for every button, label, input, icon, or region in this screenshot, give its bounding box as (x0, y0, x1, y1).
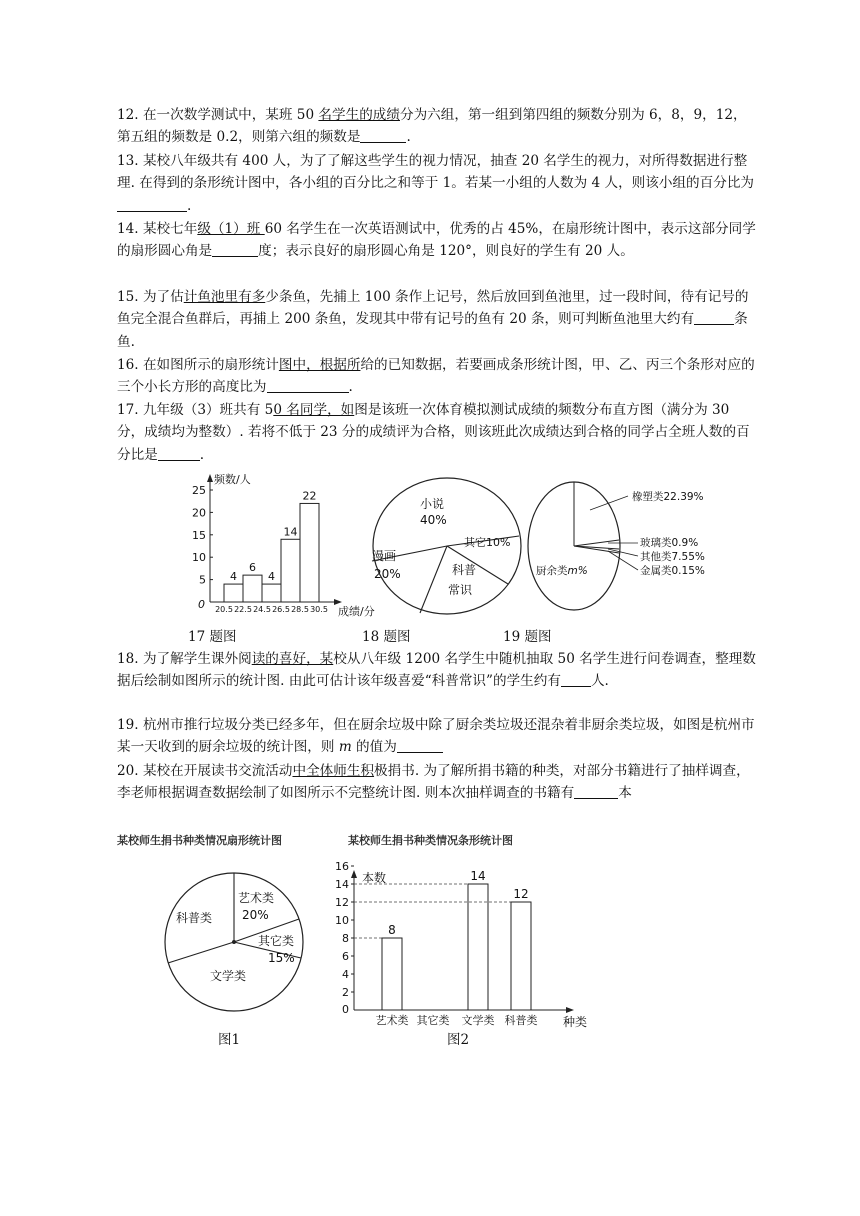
fig20-ytick-label: 6 (342, 950, 349, 963)
fig18-label-science2: 常识 (448, 583, 473, 597)
fig17-bar (243, 575, 262, 602)
answer-blank (212, 242, 258, 257)
fig17-xtick-label: 30.5 (310, 605, 328, 614)
fig20-bar (382, 938, 402, 1010)
fig20-bar-plot (335, 860, 574, 1027)
fig17-bar-label: 6 (249, 561, 256, 575)
fig20-label-science: 科普类 (176, 911, 213, 925)
caption-fig17: 17 题图 (188, 629, 237, 645)
question-18: 18. 为了解学生课外阅读的喜好，某校从八年级 1200 名学生中随机抽取 50 名学生进行问卷调查，整理数据后绘制如图所示的统计图. 由此可估计该年级喜爱“科普常识”的学生约有 人. (117, 651, 756, 690)
fig20-category-label: 艺术类 (375, 1014, 409, 1027)
fig17-bar (300, 503, 319, 602)
fig17-histogram (188, 470, 388, 620)
caption-fig18: 18 题图 (362, 629, 411, 645)
fig17-ylabel: 频数/人 (214, 473, 251, 486)
question-15: 15. 为了估计鱼池里有多少条鱼，先捕上 100 条作上记号，然后放回到鱼池里，过一段时间，待有记号的鱼完全混合鱼群后，再捕上 200 条鱼，发现其中带有记号的鱼有 20 条，则可判断鱼池里大约有 条鱼. (117, 289, 749, 350)
fig20-category-label: 文学类 (461, 1014, 495, 1027)
fig18-label-comic: 漫画 (372, 549, 397, 563)
fig17-xtick-label: 28.5 (291, 605, 309, 614)
fig19-leader (608, 549, 638, 556)
fig17-ytick-label: 25 (192, 484, 206, 497)
fig20-bar (468, 884, 488, 1010)
caption-fig1: 图1 (218, 1032, 241, 1048)
answer-blank (117, 197, 187, 212)
fig18-label-novel-pct: 40% (420, 513, 447, 527)
question-13: 13. 某校八年级共有 400 人，为了了解这些学生的视力情况，抽查 20 名学生的视力，对所得数据进行整理. 在得到的条形统计图中，各小组的百分比之和等于 1。若某一小组的人数为 4 人，则该小组的百分比为. (117, 153, 755, 214)
answer-blank (561, 672, 591, 687)
answer-blank (360, 128, 406, 143)
fig17-y-arrow (207, 474, 213, 482)
fig19-label-rubber: 橡塑类22.39% (632, 491, 704, 503)
fig17-ytick-label: 10 (192, 551, 206, 565)
fig20-pie-center (232, 940, 236, 944)
fig17-xlabel: 成绩/分 (338, 605, 375, 618)
fig20-pie-title: 某校师生捐书种类情况扇形统计图 (117, 834, 282, 847)
fig20-ytick-label: 12 (335, 896, 349, 909)
fig20-bar-label: 14 (470, 869, 486, 883)
answer-blank (267, 378, 349, 393)
fig18-label-science: 科普 (452, 563, 477, 577)
answer-blank (397, 738, 443, 753)
fig17-bar (281, 539, 300, 602)
question-17: 17. 九年级（3）班共有 50 名同学，如图是该班一次体育模拟测试成绩的频数分布直方图（满分为 30 分，成绩均为整数）. 若将不低于 23 分的成绩评为合格，则该班此次成绩达到合格的同学占全班人数的百分比是 . (117, 402, 750, 463)
fig20-pie-chart (160, 862, 310, 1012)
fig20-bar-label: 12 (513, 887, 529, 901)
fig17-origin: 0 (198, 598, 205, 611)
fig18-label-comic-pct: 20% (374, 567, 401, 581)
fig20-bar-title: 某校师生捐书种类情况条形统计图 (348, 834, 513, 847)
fig20-pie-divider (168, 942, 234, 963)
fig20-label-art: 艺术类 (238, 891, 275, 905)
answer-blank (574, 784, 618, 799)
fig20-category-label: 科普类 (504, 1014, 538, 1027)
fig20-label-other-pct: 15% (268, 951, 295, 965)
question-16: 16. 在如图所示的扇形统计图中，根据所给的已知数据，若要画成条形统计图，甲、乙、丙三个条形对应的三个小长方形的高度比为 . (117, 357, 755, 396)
question-14: 14. 某校七年级（1）班 60 名学生在一次英语测试中，优秀的占 45%，在扇形统计图中，表示这部分同学的扇形圆心角是 度；表示良好的扇形圆心角是 120°，则良好的学生有 20 人。 (117, 221, 756, 260)
fig20-ytick-label: 4 (342, 968, 349, 981)
fig18-label-other: 其它10% (464, 536, 511, 549)
caption-fig19: 19 题图 (503, 629, 552, 645)
fig20-origin: 0 (342, 1003, 349, 1016)
fig20-bar (511, 902, 531, 1010)
fig18-divider (420, 546, 447, 613)
caption-fig2: 图2 (447, 1032, 470, 1048)
fig19-label-glass: 玻璃类0.9% (640, 537, 699, 549)
fig20-label-lit: 文学类 (210, 969, 247, 983)
fig17-xtick-label: 24.5 (253, 605, 271, 614)
fig20-bar-chart (330, 850, 600, 1030)
fig20-ytick-label: 2 (342, 986, 349, 999)
fig19-label-kitchen: 厨余类m% (536, 565, 588, 577)
fig20-y-arrow (351, 870, 357, 878)
question-19: 19. 杭州市推行垃圾分类已经多年，但在厨余垃圾中除了厨余类垃圾还混杂着非厨余类垃圾，如图是杭州市某一天收到的厨余垃圾的统计图，则 m 的值为 (117, 717, 755, 756)
fig19-label-metal: 金属类0.15% (640, 565, 705, 577)
fig20-ytick-label: 14 (335, 878, 349, 891)
fig20-category-label: 其它类 (416, 1014, 450, 1027)
fig20-ytick-label: 10 (335, 914, 349, 927)
fig17-bar-label: 4 (268, 570, 275, 584)
fig17-ytick-label: 15 (192, 528, 206, 542)
answer-blank (158, 446, 200, 461)
fig17-bar-label: 22 (302, 489, 317, 503)
fig17-plot (192, 474, 342, 614)
fig17-xtick-label: 26.5 (272, 605, 290, 614)
fig17-xtick-label: 20.5 (215, 605, 233, 614)
fig20-ylabel: 本数 (362, 871, 387, 885)
fig20-label-other: 其它类 (258, 934, 295, 948)
question-12: 12. 在一次数学测试中，某班 50 名学生的成绩分为六组，第一组到第四组的频数分别为 6，8，9，12，第五组的频数是 0.2，则第六组的频数是 . (117, 107, 747, 146)
fig20-x-arrow (566, 1007, 574, 1013)
fig17-ytick-label: 5 (199, 573, 206, 587)
fig19-leader (590, 496, 628, 510)
fig19-slices (574, 482, 638, 570)
fig19-label-other: 其他类7.55% (640, 551, 705, 563)
fig18-label-novel: 小说 (420, 497, 445, 511)
fig17-bar (262, 584, 281, 602)
fig20-ytick-label: 16 (335, 860, 349, 873)
fig18-pie-chart (368, 476, 528, 616)
fig17-xtick-label: 22.5 (234, 605, 252, 614)
fig17-bar-label: 14 (283, 525, 298, 539)
fig17-bar (224, 584, 243, 602)
fig20-bar-label: 8 (388, 923, 396, 937)
fig20-xlabel: 种类 (563, 1015, 588, 1029)
fig17-ytick-label: 20 (192, 506, 206, 520)
fig17-bar-label: 4 (230, 570, 237, 584)
fig19-pie-chart (528, 476, 718, 616)
question-20: 20. 某校在开展读书交流活动中全体师生积极捐书. 为了解所捐书籍的种类，对部分书籍进行了抽样调查，李老师根据调查数据绘制了如图所示不完整统计图. 则本次抽样调查的书籍有 本 (117, 763, 750, 802)
fig20-ytick-label: 8 (342, 932, 349, 945)
fig20-label-art-pct: 20% (242, 908, 269, 922)
fig19-leader (608, 551, 638, 570)
answer-blank (694, 310, 734, 325)
